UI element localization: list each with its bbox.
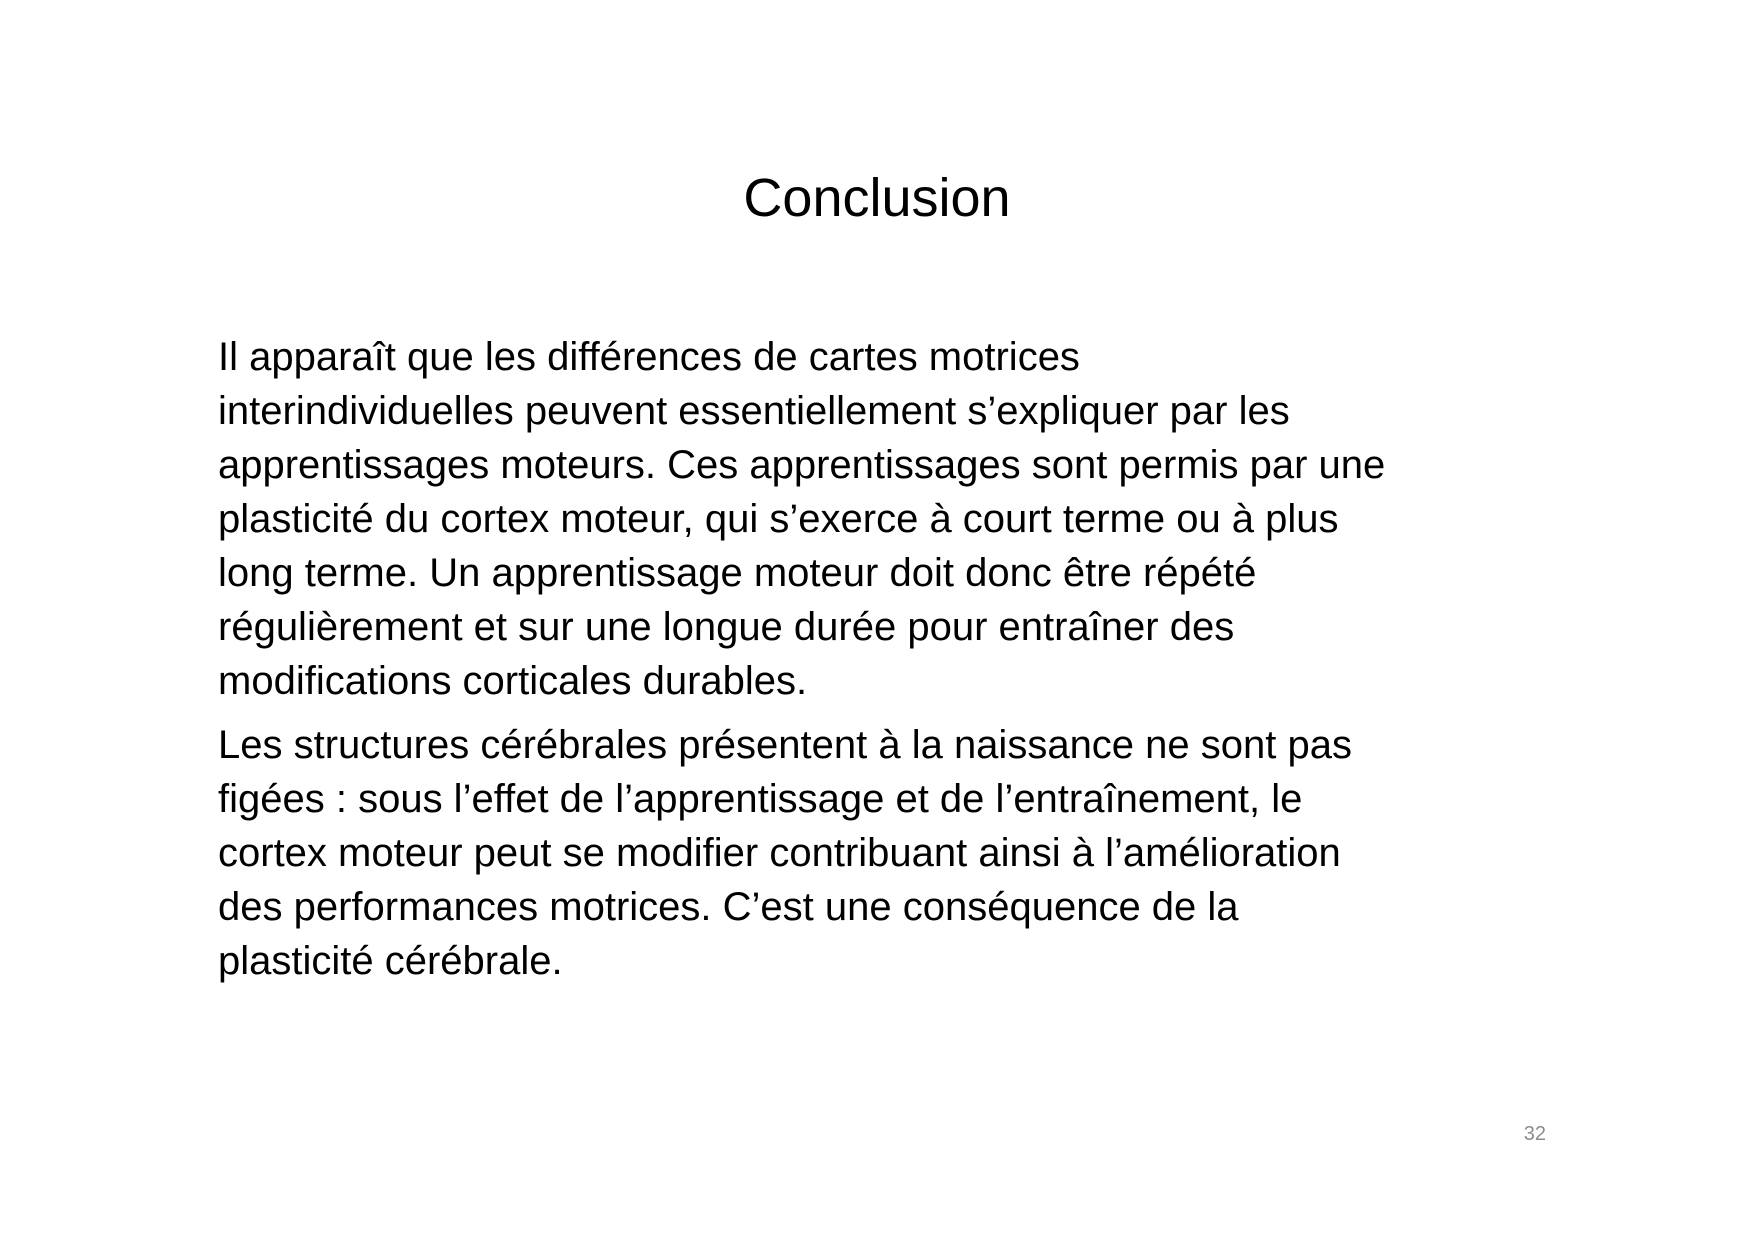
text-line: des performances motrices. C’est une conséquence de la — [218, 885, 1239, 929]
text-line: régulièrement et sur une longue durée pour entraîner des — [218, 605, 1235, 649]
text-line: interindividuelles peuvent essentiellement s’expliquer par les — [218, 389, 1290, 433]
text-line: apprentissages moteurs. Ces apprentissages sont permis par une — [218, 443, 1386, 487]
text-line: long terme. Un apprentissage moteur doit donc être répété — [218, 551, 1257, 595]
text-line: modifications corticales durables. — [218, 659, 808, 703]
text-line: plasticité du cortex moteur, qui s’exerce à court terme ou à plus — [218, 497, 1339, 541]
text-line: Les structures cérébrales présentent à la naissance ne sont pas — [218, 723, 1352, 767]
text-line: plasticité cérébrale. — [218, 939, 563, 983]
text-line: Il apparaît que les différences de cartes motrices — [218, 335, 1080, 379]
slide-body — [218, 330, 1598, 988]
slide-title: Conclusion — [743, 168, 1011, 228]
text-line: figées : sous l’effet de l’apprentissage et de l’entraînement, le — [218, 777, 1303, 821]
paragraph-1 — [218, 330, 1598, 708]
paragraph-spacer — [218, 708, 1598, 718]
paragraph-2 — [218, 718, 1598, 988]
page-number: 32 — [1523, 1123, 1546, 1145]
text-line: cortex moteur peut se modifier contribuant ainsi à l’amélioration — [218, 831, 1341, 875]
